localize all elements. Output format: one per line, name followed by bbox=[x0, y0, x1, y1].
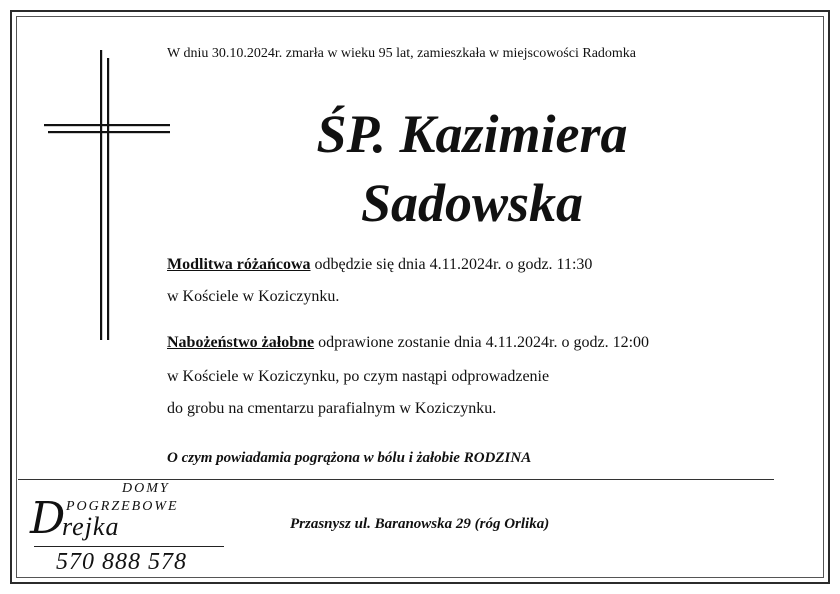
funeral-home-address: Przasnysz ul. Baranowska 29 (róg Orlika) bbox=[290, 516, 550, 532]
logo-pogrzebowe: POGRZEBOWE bbox=[66, 499, 179, 514]
logo-domy: DOMY bbox=[122, 481, 170, 496]
rosary-details: odbędzie się dnia 4.11.2024r. o godz. 11:30 bbox=[310, 256, 593, 273]
funeral-title: Nabożeństwo żałobne bbox=[167, 334, 315, 351]
death-notice-intro: W dniu 30.10.2024r. zmarła w wieku 95 lat, zamieszkała w miejscowości Radomka bbox=[167, 46, 637, 61]
closing-line: O czym powiadamia pogrążona w bólu i żałobie RODZINA bbox=[167, 450, 532, 466]
deceased-name-line1: ŚP. Kazimiera bbox=[316, 104, 628, 164]
funeral-location: w Kościele w Koziczynku, po czym nastąpi odprowadzenie bbox=[167, 368, 550, 385]
funeral-details: odprawione zostanie dnia 4.11.2024r. o godz. 12:00 bbox=[314, 334, 650, 351]
rosary-line1 bbox=[167, 256, 592, 274]
phone-number: 570 888 578 bbox=[56, 549, 187, 575]
funeral-line1 bbox=[167, 334, 649, 352]
logo-initial: D bbox=[30, 493, 66, 544]
funeral-burial: do grobu na cmentarzu parafialnym w Koziczynku. bbox=[167, 400, 497, 417]
divider bbox=[18, 479, 774, 480]
logo-name: rejka bbox=[62, 512, 120, 541]
rosary-location: w Kościele w Koziczynku. bbox=[167, 288, 340, 305]
deceased-name-line2: Sadowska bbox=[360, 173, 584, 233]
logo-rule bbox=[34, 546, 224, 547]
rosary-title: Modlitwa różańcowa bbox=[167, 256, 311, 273]
